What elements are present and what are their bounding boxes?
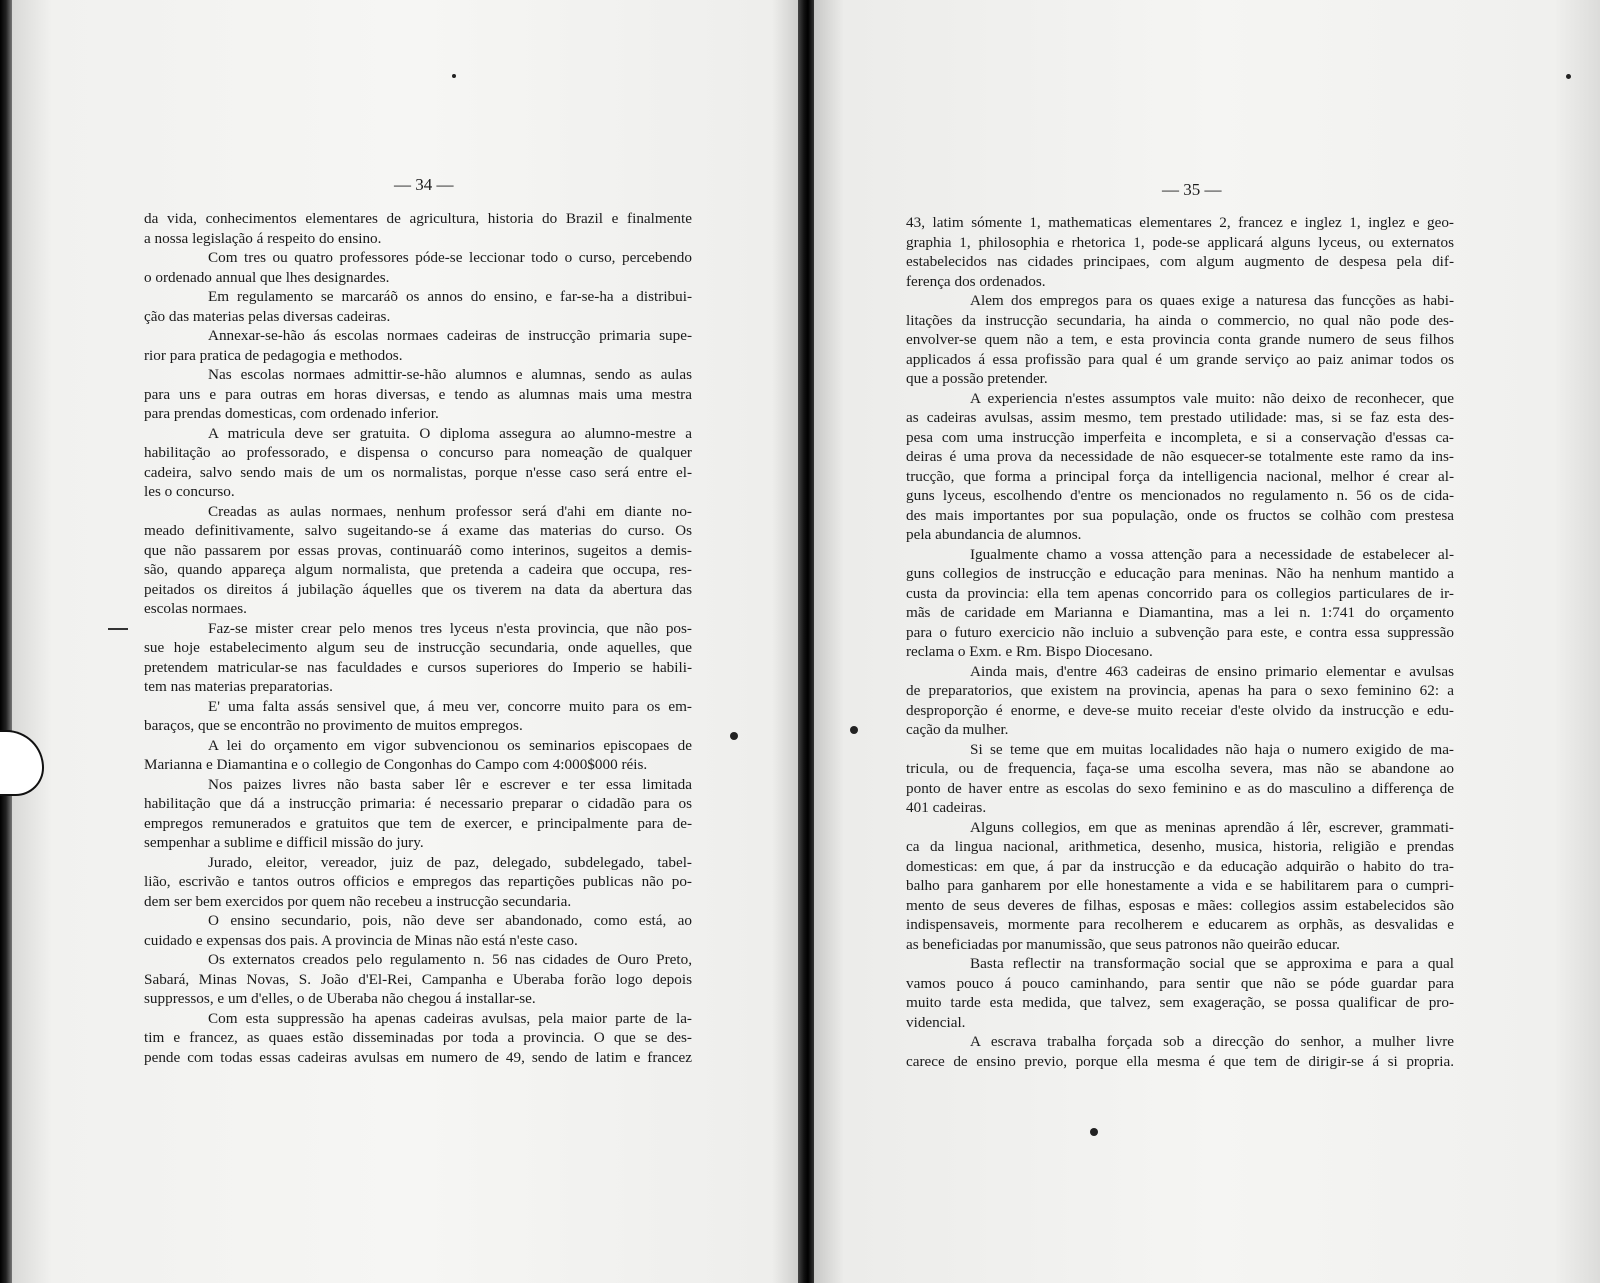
book-gutter bbox=[798, 0, 814, 1283]
text-line: tem nas materias preparatorias. bbox=[144, 678, 333, 695]
ink-speck bbox=[730, 732, 738, 740]
text-line: escolas normaes. bbox=[144, 600, 247, 617]
text-line: graphia 1, philosophia e rhetorica 1, pode-se applicará alguns lyceus, ou externatos bbox=[906, 233, 1454, 251]
text-line: Annexar-se-hão ás escolas normaes cadeiras de instrucção primaria supe- bbox=[208, 327, 692, 344]
text-line: estabelecidos nas cidades principaes, com algum augmento de despesa pela dif- bbox=[906, 253, 1454, 270]
text-line: les o concurso. bbox=[144, 483, 235, 500]
text-line: que não passarem por essas provas, continuaráõ como interinos, sugeitos a demis- bbox=[144, 541, 692, 559]
ink-speck bbox=[1090, 1128, 1098, 1136]
margin-mark bbox=[108, 628, 128, 630]
text-line: O ensino secundario, pois, não deve ser abandonado, como está, ao bbox=[208, 912, 692, 929]
left-page bbox=[12, 0, 798, 1283]
text-line: meado definitivamente, salvo sugeitando-se á exame das materias do curso. Os bbox=[144, 522, 692, 539]
text-line: cadeira, salvo sendo mais de um os normalistas, porque n'esse caso será entre el- bbox=[144, 463, 692, 481]
text-line: Com tres ou quatro professores póde-se leccionar todo o curso, percebendo bbox=[208, 249, 692, 266]
text-line: Igualmente chamo a vossa attenção para a necessidade de estabelecer al- bbox=[970, 545, 1454, 563]
text-line: guns lyceus, escolhendo d'entre os mencionados no regulamento n. 56 os de cida- bbox=[906, 487, 1454, 504]
text-line: carece de ensino previo, porque ella mesma é que tem de dirigir-se á si propria. bbox=[906, 1052, 1454, 1070]
text-line: pela abundancia de alumnos. bbox=[906, 526, 1082, 543]
text-line: peitados os direitos á jubilação áquelles que os tiverem na data da abertura das bbox=[144, 580, 692, 598]
text-line: Ainda mais, d'entre 463 cadeiras de ensino primario elementar e avulsas bbox=[970, 662, 1454, 680]
text-line: envolver-se quem não a tem, e esta provincia conta grande numero de seus filhos bbox=[906, 331, 1454, 348]
page-number-right: — 35 — bbox=[1162, 180, 1222, 199]
text-line: lião, escrivão e tantos outros officios e empregos das repartições publicas não po- bbox=[144, 873, 692, 890]
text-line: suppressos, e um d'elles, o de Uberaba não chegou á installar-se. bbox=[144, 990, 536, 1007]
ink-speck bbox=[452, 74, 456, 78]
text-line: litações da instrucção secundaria, ha ainda o commercio, no qual não pode des- bbox=[906, 311, 1454, 329]
text-line: Si se teme que em muitas localidades não haja o numero exigido de ma- bbox=[970, 740, 1454, 758]
text-line: custa da provincia: ella tem apenas concorrido para os collegios particulares de ir- bbox=[906, 584, 1454, 602]
text-line: sue hoje estabelecimento algum seu de instrucção secundaria, onde aquelles, que bbox=[144, 639, 692, 656]
text-line: A experiencia n'estes assumptos vale muito: não deixo de reconhecer, que bbox=[970, 389, 1454, 407]
text-line: vamos pouco á pouco caminhando, para sentir que não se póde guardar para bbox=[906, 974, 1454, 992]
text-line: cação da mulher. bbox=[906, 721, 1009, 738]
text-line: ponto de haver entre as escolas do sexo feminino e as do masculino a differença de bbox=[906, 779, 1454, 797]
text-line: Creadas as aulas normaes, nenhum professor será d'ahi em diante no- bbox=[208, 502, 692, 520]
text-line: Nos paizes livres não basta saber lêr e escrever e ter essa limitada bbox=[208, 775, 692, 793]
text-line: balho para ganharem por elle honestamente a vida e se habilitarem para o cumpri- bbox=[906, 877, 1454, 894]
text-line: trucção, que forma a principal força da intelligencia nacional, melhor é crear al- bbox=[906, 467, 1454, 485]
text-line: sempenhar a sublime e difficil missão do jury. bbox=[144, 834, 424, 851]
text-line: indispensaveis, mormente para recolherem e educarem as orphãs, as desvalidas e bbox=[906, 916, 1454, 933]
text-line: para prendas domesticas, com ordenado inferior. bbox=[144, 405, 439, 422]
text-line: baraços, que se encontrão no provimento de muitos empregos. bbox=[144, 717, 523, 734]
text-line: habilitação ao professorado, e dispensa o concurso para nomeação de qualquer bbox=[144, 444, 692, 461]
text-line: pretendem matricular-se nas faculdades e cursos superiores do Imperio se habili- bbox=[144, 658, 692, 676]
text-line: Marianna e Diamantina e o collegio de Congonhas do Campo com 4:000$000 réis. bbox=[144, 756, 648, 773]
text-line: reclama o Exm. e Rm. Bispo Diocesano. bbox=[906, 643, 1153, 660]
left-page-text bbox=[144, 209, 692, 1067]
text-line: para o futuro exercicio não incluio a subvenção para este, e contra essa suppressão bbox=[906, 623, 1454, 641]
text-line: E' uma falta assás sensivel que, á meu ver, concorre muito para os em- bbox=[208, 697, 692, 715]
text-line: A lei do orçamento em vigor subvencionou os seminarios episcopaes de bbox=[208, 736, 692, 754]
text-line: rior para pratica de pedagogia e methodos. bbox=[144, 346, 403, 364]
text-line: ferença dos ordenados. bbox=[906, 272, 1046, 290]
text-line: guns collegios de instrucção e educação para meninas. Não ha nenhum mantido a bbox=[906, 565, 1454, 582]
text-line: dem ser bem exercidos por quem não recebeu a instrucção secundaria. bbox=[144, 892, 572, 910]
ink-speck bbox=[850, 726, 858, 734]
text-line: de preparatorios, que existem na provincia, apenas ha para o sexo feminino 62: a bbox=[906, 682, 1454, 699]
text-line: as beneficiadas por manumissão, que seus patronos não queirão educar. bbox=[906, 935, 1340, 953]
text-line: des mais importantes por sua população, onde os fructos se colhão com prestesa bbox=[906, 506, 1454, 524]
text-line: A matricula deve ser gratuita. O diploma assegura ao alumno-mestre a bbox=[208, 424, 692, 442]
text-line: ca da lingua nacional, arithmetica, desenho, musica, historia, religião e prendas bbox=[906, 838, 1454, 855]
text-line: Em regulamento se marcaráõ os annos do ensino, e far-se-ha a distribui- bbox=[208, 288, 692, 305]
text-line: as cadeiras avulsas, assim mesmo, tem prestado utilidade: mas, si se faz esta des- bbox=[906, 409, 1454, 426]
text-line: deiras é uma prova da necessidade de não esquecer-se totalmente este ramo da ins- bbox=[906, 448, 1454, 465]
text-line: applicados á essa profissão para qual é um grande serviço ao paiz animar todos os bbox=[906, 350, 1454, 368]
text-line: desproporção é enorme, e deve-se muito receiar d'este olvido da instrucção e edu- bbox=[906, 701, 1454, 719]
text-line: Sabará, Minas Novas, S. João d'El-Rei, Campanha e Uberaba forão logo depois bbox=[144, 970, 692, 988]
text-line: Faz-se mister crear pelo menos tres lyceus n'esta provincia, que não pos- bbox=[208, 619, 692, 637]
text-line: Os externatos creados pelo regulamento n. 56 nas cidades de Ouro Preto, bbox=[208, 951, 692, 968]
text-line: ção das materias pelas diversas cadeiras. bbox=[144, 307, 391, 325]
text-line: cuidado e expensas dos pais. A provincia de Minas não está n'este caso. bbox=[144, 931, 578, 949]
text-line: para uns e para outras em horas diversas, e tendo as alumnas mais uma mestra bbox=[144, 385, 692, 403]
text-line: o ordenado annual que lhes designardes. bbox=[144, 268, 390, 286]
text-line: pende com todas essas cadeiras avulsas em numero de 49, sendo de latim e francez bbox=[144, 1048, 692, 1066]
ink-speck bbox=[1566, 74, 1571, 79]
text-line: videncial. bbox=[906, 1013, 966, 1031]
text-line: mento de seus deveres de filhas, esposas e mães: collegios assim estabelecidos são bbox=[906, 896, 1454, 914]
scan-left-edge bbox=[0, 0, 12, 1283]
text-line: Alem dos empregos para os quaes exige a naturesa das funcções as habi- bbox=[970, 292, 1454, 309]
text-line: mãs de caridade em Marianna e Diamantina, mas a lei n. 1:741 do orçamento bbox=[906, 604, 1454, 621]
text-line: tricula, ou de frequencia, faça-se uma escolha severa, mas não se abandone ao bbox=[906, 760, 1454, 777]
text-line: domesticas: em que, á par da instrucção e da educação adquirão o habito do tra- bbox=[906, 857, 1454, 875]
text-line: que a possão pretender. bbox=[906, 370, 1048, 387]
text-line: empregos remunerados e gratuitos que tem de exercer, e principalmente para de- bbox=[144, 814, 692, 832]
text-line: A escrava trabalha forçada sob a direcção do senhor, a mulher livre bbox=[970, 1033, 1454, 1050]
text-line: 43, latim sómente 1, mathematicas elementares 2, francez e inglez 1, inglez e geo- bbox=[906, 214, 1454, 231]
text-line: Nas escolas normaes admittir-se-hão alumnos e alumnas, sendo as aulas bbox=[208, 366, 692, 383]
text-line: Basta reflectir na transformação social que se approxima e para a qual bbox=[970, 955, 1454, 972]
text-line: Alguns collegios, em que as meninas aprendão á lêr, escrever, grammati- bbox=[970, 818, 1454, 836]
right-page bbox=[814, 0, 1600, 1283]
right-page-text bbox=[906, 213, 1454, 1071]
text-line: a nossa legislação á respeito do ensino. bbox=[144, 229, 382, 247]
text-line: 401 cadeiras. bbox=[906, 799, 987, 816]
text-line: Com esta suppressão ha apenas cadeiras avulsas, pela maior parte de la- bbox=[208, 1009, 692, 1027]
text-line: da vida, conhecimentos elementares de agricultura, historia do Brazil e finalmente bbox=[144, 210, 692, 227]
text-line: habilitação que dá a instrucção primaria: é necessario preparar o cidadão para os bbox=[144, 795, 692, 812]
text-line: Jurado, eleitor, vereador, juiz de paz, delegado, subdelegado, tabel- bbox=[208, 853, 692, 871]
text-line: tim e francez, as quaes estão disseminadas por toda a provincia. O que se des- bbox=[144, 1029, 692, 1046]
text-line: pesa com uma instrucção imperfeita e incompleta, e si a conservação d'essas ca- bbox=[906, 428, 1454, 446]
page-number-left: — 34 — bbox=[394, 175, 454, 194]
text-line: muito tarde esta medida, que talvez, sem exageração, se possa qualificar de pro- bbox=[906, 994, 1454, 1011]
text-line: são, quando appareça algum normalista, que pretenda a cadeira que occupa, res- bbox=[144, 561, 692, 578]
